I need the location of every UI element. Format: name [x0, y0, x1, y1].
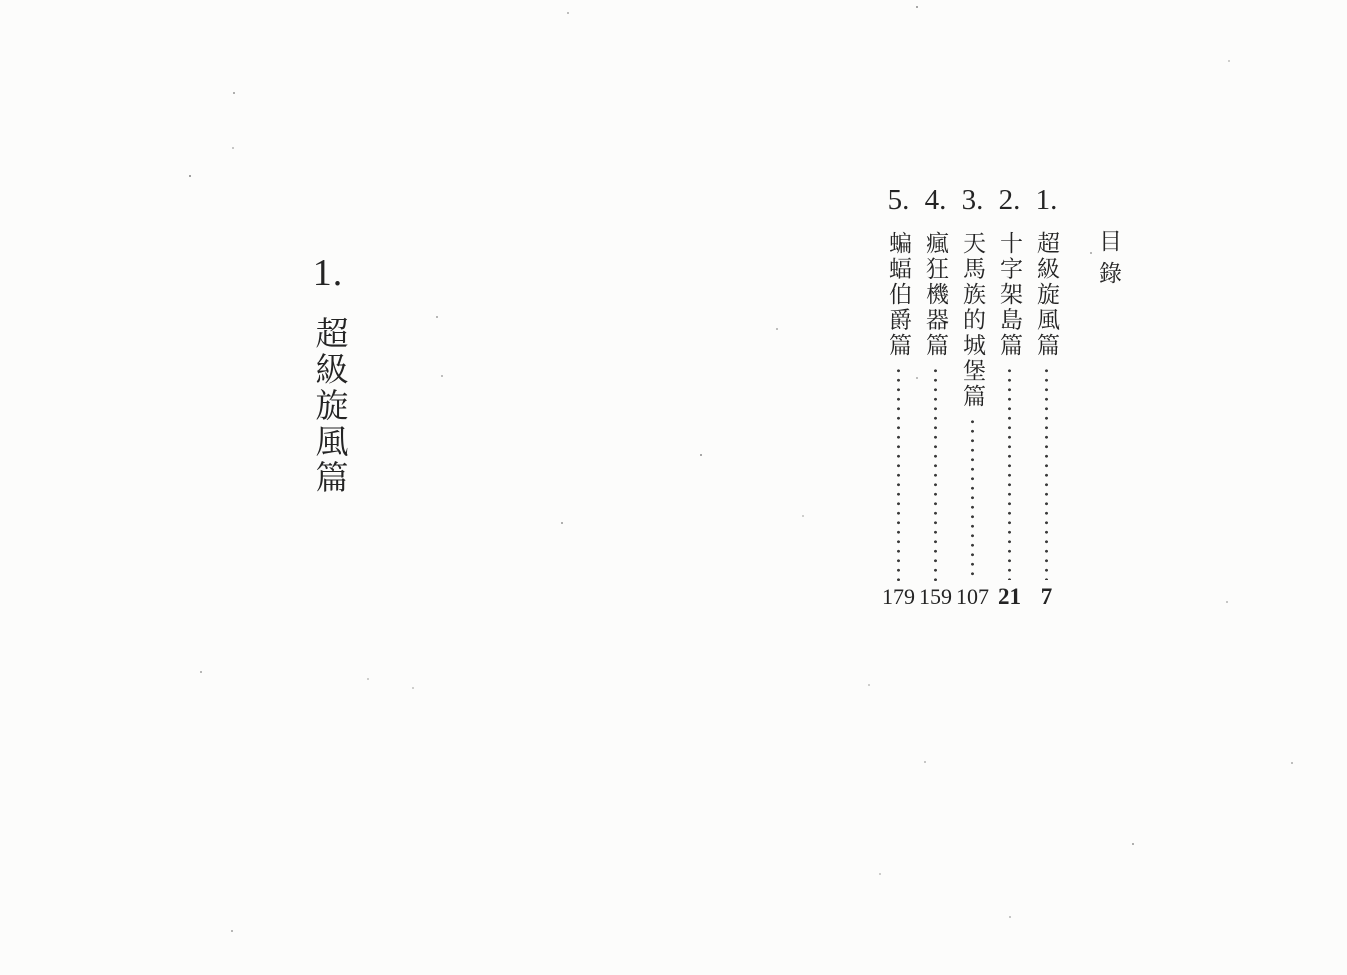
toc-entry-title: 超級旋風篇: [1034, 231, 1059, 359]
toc-entry-title: 蝙蝠伯爵篇: [886, 231, 911, 359]
toc-entry-page: 159: [919, 584, 952, 609]
toc-entry-title: 天馬族的城堡篇: [960, 231, 985, 410]
toc-entry: [880, 186, 917, 608]
toc-entry-page: 107: [956, 584, 989, 609]
toc-entry: [954, 186, 991, 608]
toc-entries: [880, 186, 1065, 608]
chapter-title-text: 超級旋風篇: [310, 316, 347, 496]
scan-dust-speckles: [0, 0, 2, 2]
toc-entry-page: 7: [1040, 584, 1053, 609]
toc-entry-number: 3.: [961, 184, 984, 216]
toc-entry-number: 4.: [924, 184, 947, 216]
chapter-title: [300, 254, 356, 496]
toc-entry-page: 179: [882, 584, 915, 609]
dotted-leader: [896, 366, 901, 582]
toc-entry: [991, 186, 1028, 608]
chapter-number: 1.: [312, 252, 344, 294]
toc-entry-number: 5.: [887, 184, 910, 216]
dotted-leader: [1007, 366, 1012, 581]
toc-header: 目錄: [1096, 229, 1121, 293]
dotted-leader: [1044, 366, 1049, 581]
toc-entry: [917, 186, 954, 608]
toc-entry-title: 瘋狂機器篇: [923, 231, 948, 359]
toc-entry-page: 21: [998, 584, 1021, 609]
toc-entry: [1028, 186, 1065, 608]
dotted-leader: [933, 366, 938, 582]
toc-entry-title: 十字架島篇: [997, 231, 1022, 359]
dotted-leader: [970, 417, 975, 582]
toc-entry-number: 1.: [1035, 184, 1058, 216]
toc-entry-number: 2.: [998, 184, 1021, 216]
